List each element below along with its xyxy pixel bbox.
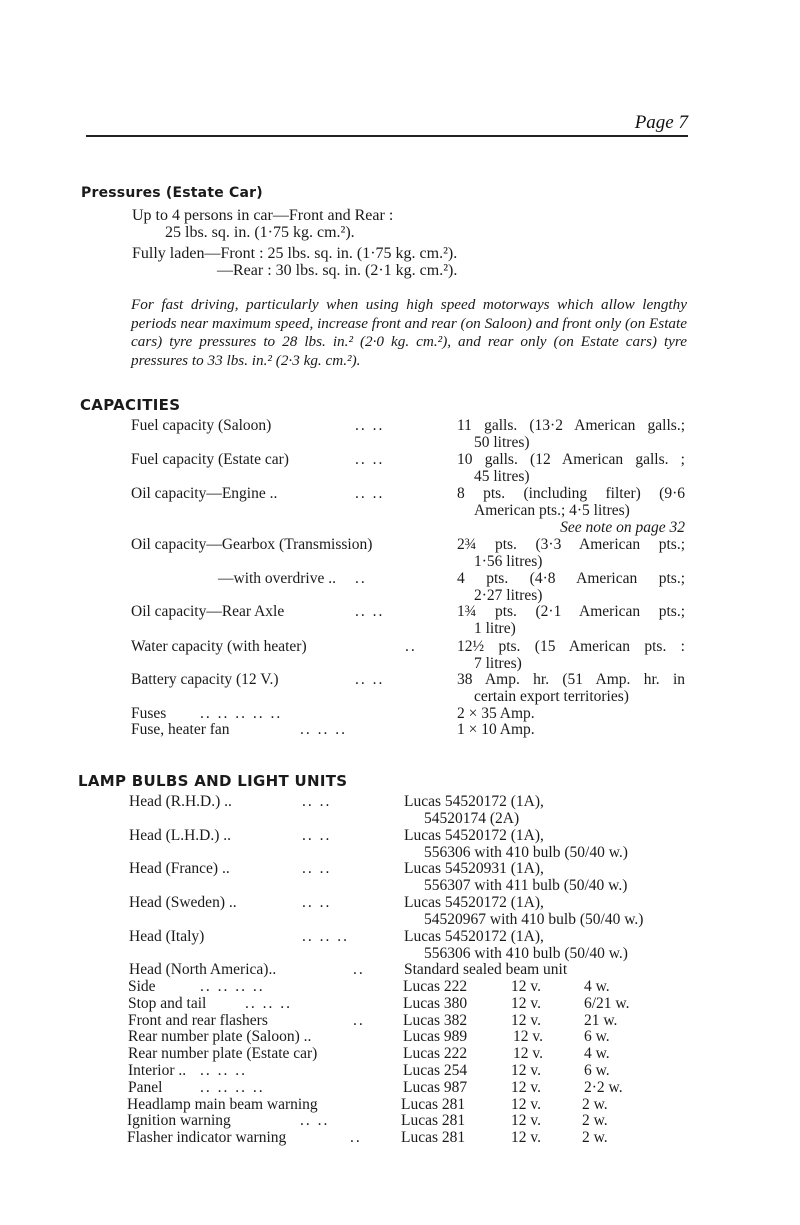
leader-dots: .. .. [355,671,385,688]
leader-dots: .. .. [302,860,332,877]
bulb-row [0,1097,800,1114]
capacity-label: Water capacity (with heater) [131,638,307,655]
leader-dots: .. [355,570,367,587]
bulb-volts: 12 v. [511,1112,541,1129]
capacity-value [457,672,685,705]
head-unit-label: Head (Italy) [129,928,205,945]
capacity-value [457,486,685,519]
leader-dots: .. [353,1012,365,1029]
head-unit-line2: 556307 with 411 bulb (50/40 w.) [424,876,628,894]
bulb-part: Lucas 989 [403,1028,468,1045]
bulb-part: Lucas 222 [403,978,468,995]
bulb-row [0,1063,800,1080]
capacity-row [0,418,800,452]
capacity-value-line2: 2·27 litres) [474,586,543,604]
bulb-label: Front and rear flashers [128,1012,268,1029]
leader-dots: .. .. .. [200,1062,247,1079]
capacity-row [0,537,800,571]
see-note: See note on page 32 [560,519,685,536]
capacities-title: CAPACITIES [80,396,181,414]
head-unit-line2: 556306 with 410 bulb (50/40 w.) [424,944,628,962]
capacity-value-line2: 7 litres) [474,654,522,672]
head-unit-row [0,828,800,862]
bulb-watts: 4 w. [584,1045,610,1062]
leader-dots: .. .. [355,417,385,434]
bulb-watts: 6 w. [584,1028,610,1045]
leader-dots: .. [353,961,365,978]
pressure-line: —Rear : 30 lbs. sq. in. (2·1 kg. cm.²). [217,262,458,279]
leader-dots: .. .. [302,827,332,844]
capacity-row [0,571,800,605]
head-unit-label: Head (France) .. [129,860,230,877]
bulb-label: Headlamp main beam warning [127,1096,318,1113]
bulb-watts: 2 w. [582,1096,608,1113]
leader-dots: .. [405,638,417,655]
head-unit-line1: Lucas 54520172 (1A), [404,793,544,810]
capacity-label: Oil capacity—Gearbox (Transmission) [131,536,373,553]
capacity-row [0,722,800,756]
pressures-estate-title: Pressures (Estate Car) [81,185,263,201]
bulb-volts: 12 v. [513,1045,543,1062]
capacity-value-line1: 2¾ pts. (3·3 American pts.; [457,536,685,553]
leader-dots: .. .. .. [245,995,292,1012]
bulb-label: Interior .. [128,1062,187,1079]
bulb-row [0,1130,800,1147]
capacity-row [0,452,800,486]
leader-dots: .. .. .. [302,928,349,945]
capacity-row [0,672,800,706]
head-unit-value [404,895,643,928]
capacity-label: Battery capacity (12 V.) [131,671,279,688]
head-unit-value [404,794,544,827]
capacity-row [0,639,800,673]
bulb-row [0,1046,800,1063]
head-unit-row [0,861,800,895]
head-unit-label: Head (Sweden) .. [129,894,237,911]
bulb-volts: 12 v. [511,1096,541,1113]
capacity-value-line1: 11 galls. (13·2 American galls.; [457,417,685,434]
bulb-row [0,1029,800,1046]
capacity-label: Oil capacity—Rear Axle [131,603,285,620]
bulb-watts: 6/21 w. [584,995,630,1012]
capacity-value-line1: 12½ pts. (15 American pts. : [457,638,685,655]
capacity-value-line2: 1·56 litres) [474,552,543,570]
capacity-row [0,604,800,638]
head-unit-line2: 556306 with 410 bulb (50/40 w.) [424,843,628,861]
leader-dots: .. .. [355,451,385,468]
capacity-value-line2: certain export territories) [474,687,629,705]
bulb-volts: 12 v. [511,1062,541,1079]
capacity-value-line1: 10 galls. (12 American galls. ; [457,451,685,468]
leader-dots: .. .. [355,485,385,502]
header-rule [86,135,688,137]
lamp-bulbs-title: LAMP BULBS AND LIGHT UNITS [78,772,348,790]
head-unit-line1: Lucas 54520172 (1A), [404,928,544,945]
bulb-part: Lucas 987 [403,1079,468,1096]
bulb-part: Lucas 222 [403,1045,468,1062]
bulb-part: Lucas 281 [401,1112,466,1129]
bulb-volts: 12 v. [511,978,541,995]
head-unit-value [404,828,628,861]
page-header [86,110,688,140]
capacity-value [457,418,685,451]
head-unit-label: Head (North America).. [129,961,277,978]
head-unit-line1: Lucas 54520172 (1A), [404,827,544,844]
pressure-line: 25 lbs. sq. in. (1·75 kg. cm.²). [165,224,355,241]
bulb-volts: 12 v. [511,1129,541,1146]
head-unit-row [0,929,800,963]
bulb-volts: 12 v. [511,1012,541,1029]
pressure-line: Fully laden—Front : 25 lbs. sq. in. (1·75 kg. cm.²). [132,245,458,262]
capacity-label: Fuse, heater fan [131,721,230,738]
capacity-row [0,485,800,536]
head-unit-line1: Standard sealed beam unit [404,961,568,978]
bulb-watts: 4 w. [584,978,610,995]
bulb-part: Lucas 254 [403,1062,468,1079]
capacity-value-line1: 4 pts. (4·8 American pts.; [457,570,685,587]
capacity-value [457,452,685,485]
bulb-label: Stop and tail [128,995,207,1012]
bulb-volts: 12 v. [511,995,541,1012]
bulb-label: Ignition warning [127,1112,231,1129]
bulb-label: Side [128,978,156,995]
leader-dots: .. .. .. [300,721,347,738]
capacity-value-line1: 1¾ pts. (2·1 American pts.; [457,603,685,620]
bulb-label: Flasher indicator warning [127,1129,287,1146]
head-unit-line1: Lucas 54520931 (1A), [404,860,544,877]
leader-dots: .. .. [302,894,332,911]
capacity-label: —with overdrive .. [218,570,336,587]
capacity-value-line2: 45 litres) [474,467,530,485]
bulb-row [0,1113,800,1130]
capacity-value-line2: 50 litres) [474,433,530,451]
leader-dots: .. .. .. .. .. [200,705,283,722]
head-unit-value [404,929,628,962]
bulb-part: Lucas 281 [401,1096,466,1113]
head-unit-label: Head (L.H.D.) .. [129,827,232,844]
bulb-row [0,1080,800,1097]
capacity-label: Oil capacity—Engine .. [131,485,278,502]
head-unit-value [404,861,627,894]
bulb-row [0,979,800,996]
head-unit-line2: 54520967 with 410 bulb (50/40 w.) [424,910,644,928]
bulb-label: Rear number plate (Saloon) .. [128,1028,312,1045]
bulb-part: Lucas 380 [403,995,468,1012]
capacity-value-line2: 1 litre) [474,619,516,637]
head-unit-label: Head (R.H.D.) .. [129,793,232,810]
bulb-watts: 6 w. [584,1062,610,1079]
leader-dots: .. .. .. .. [200,978,265,995]
bulb-watts: 2 w. [582,1129,608,1146]
head-unit-value [404,962,567,979]
capacity-value-line1: 2 × 35 Amp. [457,705,535,722]
bulb-watts: 21 w. [584,1012,618,1029]
leader-dots: .. .. .. .. [200,1079,265,1096]
bulb-label: Panel [128,1079,163,1096]
head-unit-row [0,794,800,828]
head-unit-row [0,895,800,929]
page-number: Page 7 [634,112,688,133]
bulb-watts: 2 w. [582,1112,608,1129]
bulb-label: Rear number plate (Estate car) [128,1045,318,1062]
bulb-volts: 12 v. [513,1028,543,1045]
leader-dots: .. .. [300,1112,330,1129]
leader-dots: .. .. [355,603,385,620]
capacity-value-line1: 38 Amp. hr. (51 Amp. hr. in [457,671,685,688]
capacity-value [457,639,685,672]
capacity-value-line1: 1 × 10 Amp. [457,721,535,738]
capacity-label: Fuel capacity (Saloon) [131,417,272,434]
capacity-value-line2: American pts.; 4·5 litres) [474,501,630,519]
head-unit-line2: 54520174 (2A) [424,809,520,827]
bulb-watts: 2·2 w. [584,1079,623,1096]
bulb-part: Lucas 382 [403,1012,468,1029]
leader-dots: .. .. [302,793,332,810]
pressure-line: Up to 4 persons in car—Front and Rear : [132,207,394,224]
leader-dots: .. [350,1129,362,1146]
capacity-value-line1: 8 pts. (including filter) (9·6 [457,485,685,502]
capacity-value [457,537,685,570]
capacity-value [457,604,685,637]
capacity-label: Fuel capacity (Estate car) [131,451,289,468]
bulb-row [0,996,800,1013]
fast-driving-note: For fast driving, particularly when using high speed motorways which allow lengthy periods near maximum speed, increase front and rear (on Saloon) and front only (on Estate cars) tyre pressures to 28 lbs. in.² (2·0 kg. cm.²), and rear only (on Estate cars) tyre pressures to 33 lbs. in.² (2·3 kg. cm.²). [131,296,687,369]
bulb-part: Lucas 281 [401,1129,466,1146]
bulb-row [0,1013,800,1030]
capacity-value [457,571,685,604]
bulb-volts: 12 v. [511,1079,541,1096]
head-unit-line1: Lucas 54520172 (1A), [404,894,544,911]
capacity-value [457,722,685,739]
capacity-label: Fuses [131,705,167,722]
